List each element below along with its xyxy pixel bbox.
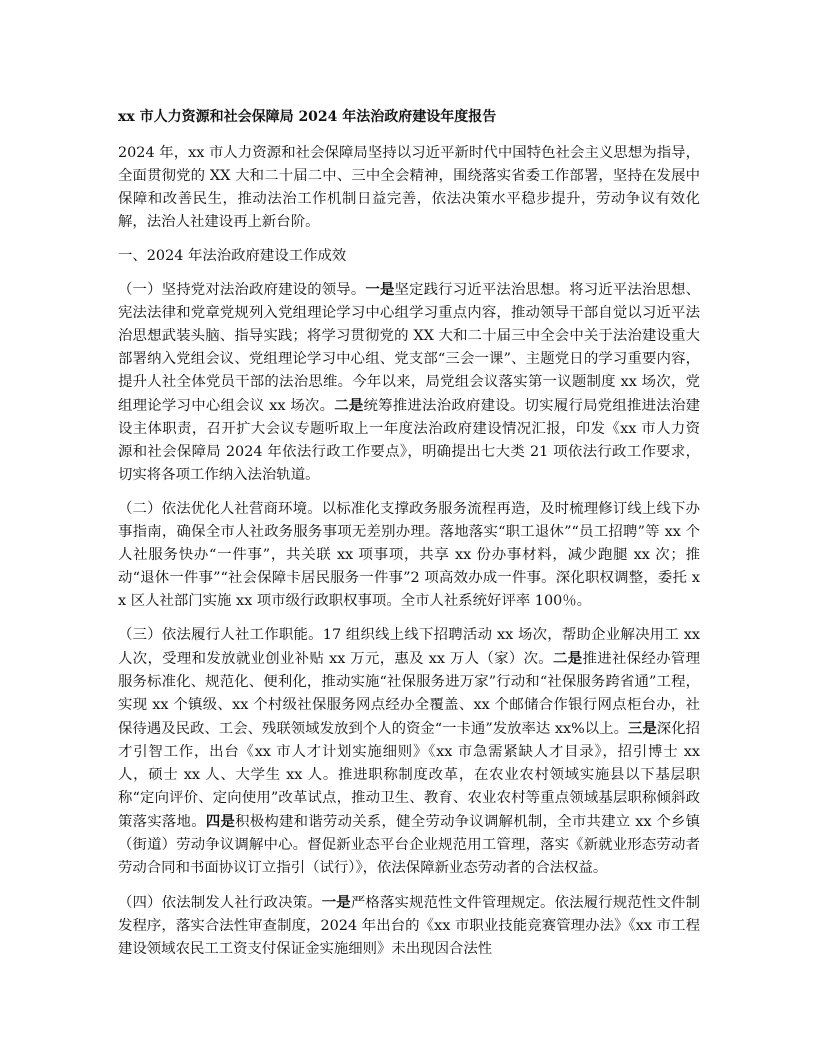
paragraph-2: （二）依法优化人社营商环境。以标准化支撑政务服务流程再造，及时梳理修订线上线下办事指南，确保全市人社政务服务事项无差别办理。落地落实“职工退休”“员工招聘”等 xx 个人社服务快办“一件事”，共关联 xx 项事项，共享 xx 份办事材料，减少跑腿 xx 次；推动“退休一件事”“社会保障卡居民服务一件事”2 项高效办成一件事。深化职权调整，委托 xx 区人社部门实施 xx 项市级行政职权事项。全市人社系统好评率 100％。 (118, 501, 700, 609)
p3-text-2: 推进社保经办管理服务标准化、规范化、便利化，推动实施“社保服务进万家”行动和“社保服务跨省通”工程，实现 xx 个镇级、xx 个村级社保服务网点经办全覆盖、xx 个邮储合作银行网点柜台办，社保待遇及民政、工会、残联领域发放到个人的资金“一卡通”发放率达 xx%以上。 (118, 651, 700, 737)
document-body (118, 106, 700, 972)
p4-text-2: 严格落实规范性文件管理规定。依法履行规范性文件制发程序，落实合法性审查制度，2024 年出台的《xx 市职业技能竞赛管理办法》《xx 市工程建设领域农民工工资支付保证金实施细则》未出现因合法性 (118, 895, 700, 957)
document-title: xx 市人力资源和社会保障局 2024 年法治政府建设年度报告 (118, 109, 497, 125)
p3-text-4: 积极构建和谐劳动关系，健全劳动争议调解机制，全市共建立 xx 个乡镇（街道）劳动争议调解中心。督促新业态平台企业规范用工管理，落实《新就业形态劳动者劳动合同和书面协议订立指引（试行）》，依法保障新业态劳动者的合法权益。 (118, 814, 700, 876)
p1-text-3: 统筹推进法治政府建设。切实履行局党组推进法治建设主体职责，召开扩大会议专题听取上一年度法治政府建设情况汇报，印发《xx 市人力资源和社会保障局 2024 年依法行政工作要点》，明确提出七大类 21 项依法行政工作要求，切实将各项工作纳入法治轨道。 (118, 398, 700, 483)
p3-bold-1: 二是 (553, 650, 583, 667)
p3-text-1: （三）依法履行人社工作职能。17 组织线上线下招聘活动 xx 场次，帮助企业解决用工 xx 人次，受理和发放就业创业补贴 xx 万元，惠及 xx 万人（家）次。 (118, 627, 700, 667)
intro-paragraph: 2024 年，xx 市人力资源和社会保障局坚持以习近平新时代中国特色社会主义思想为指导，全面贯彻党的 XX 大和二十届二中、三中全会精神，围绕落实省委工作部署，坚持在发展中保障和改善民生，推动法治工作机制日益完善，依法决策水平稳步提升，劳动争议有效化解，法治人社建设再上新台阶。 (118, 145, 700, 230)
p3-bold-3: 四是 (205, 813, 236, 830)
paragraph-1 (118, 278, 700, 487)
p3-bold-2: 三是 (627, 720, 657, 737)
p4-text-1: （四）依法制发人社行政决策。 (118, 895, 322, 911)
p1-text-2: 坚定践行习近平法治思想。将习近平法治思想、宪法法律和党章党规列入党组理论学习中心组学习重点内容，推动领导干部自觉以习近平法治思想武装头脑、指导实践；将学习贯彻党的 XX 大和二十届三中全会中关于法治建设重大部署纳入党组会议、党组理论学习中心组、党支部“三会一课”、主题党日的学习重要内容，提升人社全体党员干部的法治思维。今年以来，局党组会议落实第一议题制度 xx 场次，党组理论学习中心组会议 xx 场次。 (118, 282, 700, 414)
paragraph-3 (118, 624, 700, 880)
paragraph-4 (118, 891, 700, 961)
p4-bold-1: 一是 (321, 894, 351, 911)
p3-text-3: 深化招才引智工作，出台《xx 市人才计划实施细则》《xx 市急需紧缺人才目录》，招引博士 xx 人，硕士 xx 人、大学生 xx 人。推进职称制度改革，在农业农村领域实施县以下基层职称“定向评价、定向使用”改革试点，推动卫生、教育、农业农村等重点领域基层职称倾斜政策落实落地。 (118, 721, 700, 830)
p1-bold-2: 二是 (334, 397, 364, 414)
p1-text-1: （一）坚持党对法治政府建设的领导。 (118, 282, 366, 298)
section-heading: 一、2024 年法治政府建设工作成效 (118, 248, 347, 264)
p1-bold-1: 一是 (365, 281, 395, 298)
